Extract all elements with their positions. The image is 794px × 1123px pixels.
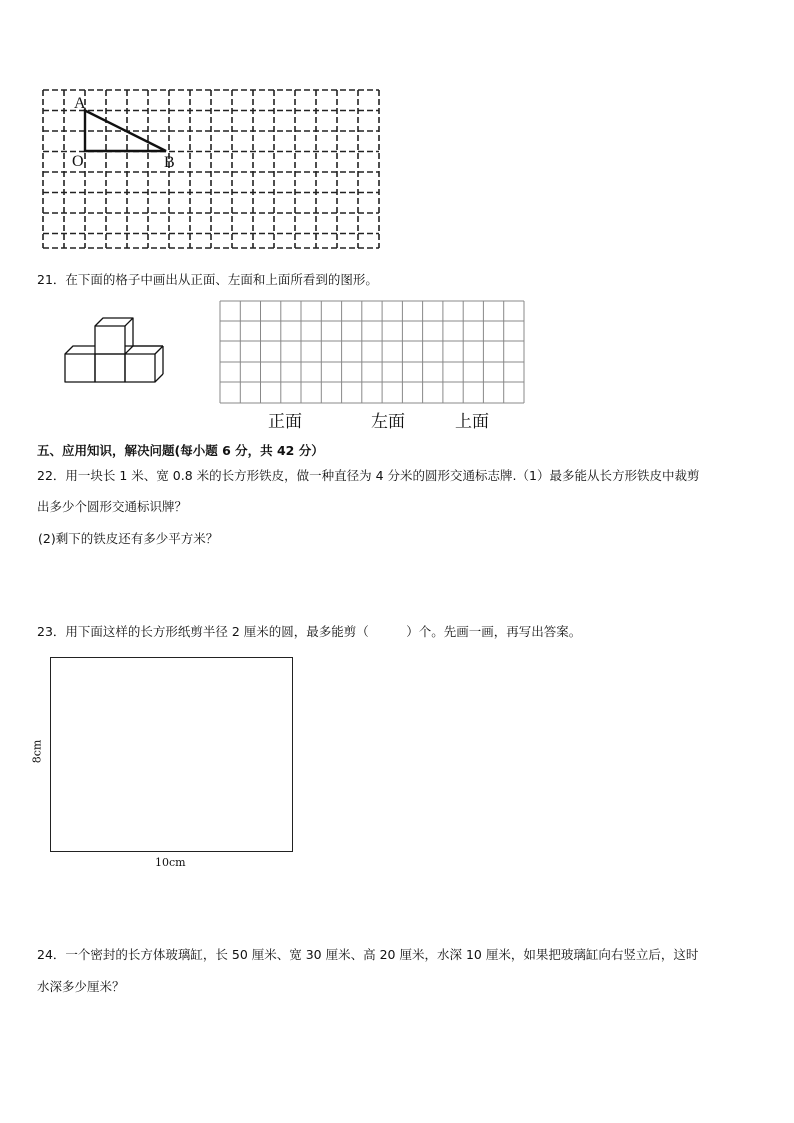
view-drawing-grid[interactable] bbox=[218, 300, 528, 406]
cube-stack-figure bbox=[60, 312, 170, 387]
point-label-b: B bbox=[164, 154, 175, 171]
triangle-grid-figure bbox=[40, 86, 385, 254]
view-label-left: 左面 bbox=[371, 412, 405, 432]
question-22-line-3: (2)剩下的铁皮还有多少平方米？ bbox=[38, 531, 219, 546]
rectangle-height-label: 8cm bbox=[30, 739, 44, 764]
point-label-a: A bbox=[74, 95, 86, 112]
point-label-o: O bbox=[72, 153, 84, 170]
question-23: 23．用下面这样的长方形纸剪半径 2 厘米的圆，最多能剪（ ）个。先画一画，再写出答案。 bbox=[37, 624, 582, 639]
question-22-line-1: 22．用一块长 1 米、宽 0.8 米的长方形铁皮，做一种直径为 4 分米的圆形交通标志牌.（1）最多能从长方形铁皮中裁剪 bbox=[37, 468, 700, 483]
view-label-front: 正面 bbox=[268, 412, 302, 432]
question-24-line-2: 水深多少厘米？ bbox=[37, 979, 125, 994]
question-24-line-1: 24．一个密封的长方体玻璃缸，长 50 厘米、宽 30 厘米、高 20 厘米，水深 10 厘米，如果把玻璃缸向右竖立后，这时 bbox=[37, 947, 699, 962]
question-21: 21．在下面的格子中画出从正面、左面和上面所看到的图形。 bbox=[37, 272, 378, 287]
paper-rectangle[interactable] bbox=[50, 657, 293, 852]
section-5-heading: 五、应用知识，解决问题(每小题 6 分，共 42 分） bbox=[37, 443, 324, 458]
rectangle-width-label: 10cm bbox=[155, 856, 186, 869]
view-label-top: 上面 bbox=[455, 412, 489, 432]
question-22-line-2: 出多少个圆形交通标识牌？ bbox=[37, 499, 188, 514]
